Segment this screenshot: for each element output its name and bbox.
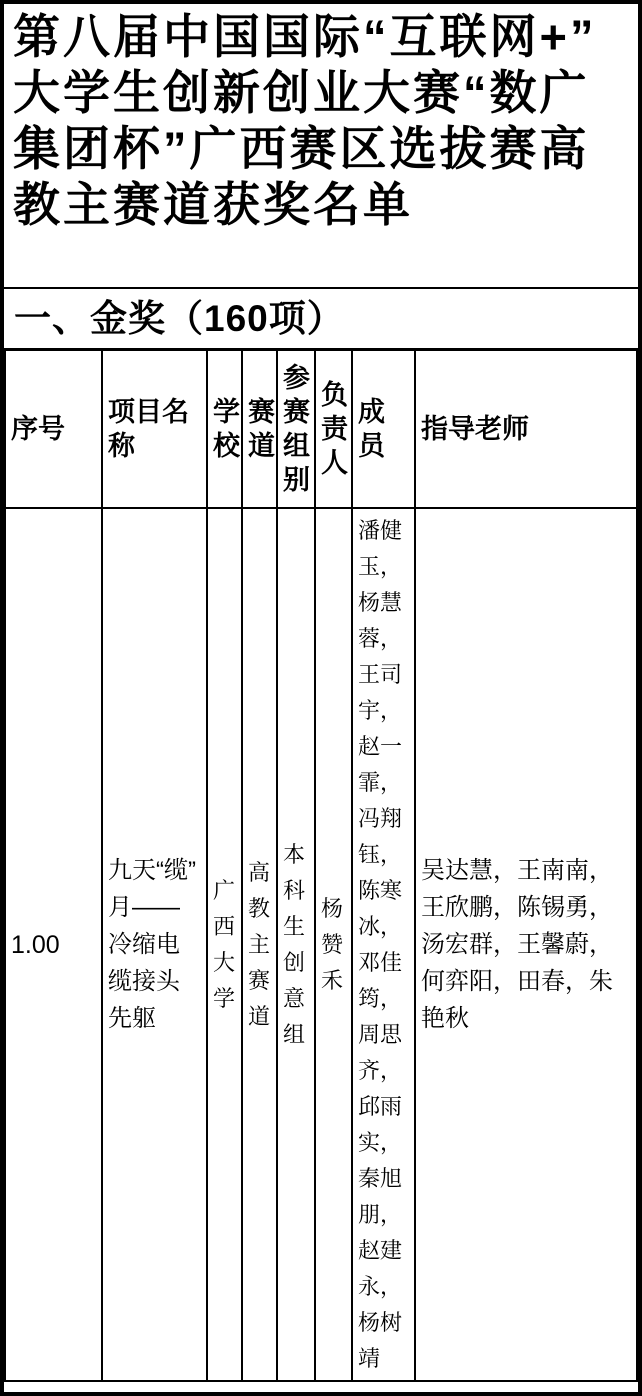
section-heading-gold-award: 一、金奖（160项） bbox=[4, 289, 638, 349]
cell-school: 广西大学 bbox=[207, 508, 242, 1381]
col-header-project: 项目名称 bbox=[102, 350, 207, 508]
col-header-members: 成员 bbox=[352, 350, 415, 508]
col-header-group: 参赛组别 bbox=[277, 350, 315, 508]
cell-track: 高教主赛道 bbox=[242, 508, 277, 1381]
awards-table bbox=[4, 349, 638, 1382]
col-header-school: 学校 bbox=[207, 350, 242, 508]
table-row bbox=[5, 508, 637, 1381]
col-header-track: 赛道 bbox=[242, 350, 277, 508]
header-row bbox=[5, 350, 637, 508]
document-title: 第八届中国国际“互联网+”大学生创新创业大赛“数广集团杯”广西赛区选拔赛高教主赛道获奖名单 bbox=[4, 4, 638, 289]
col-header-leader: 负责人 bbox=[315, 350, 352, 508]
col-header-no: 序号 bbox=[5, 350, 102, 508]
cell-project-name: 九天“缆”月——冷缩电缆接头先躯 bbox=[102, 508, 207, 1381]
col-header-teachers: 指导老师 bbox=[415, 350, 637, 508]
cell-members: 潘健玉，杨慧蓉，王司宇，赵一霏，冯翔钰，陈寒冰，邓佳筠，周思齐，邱雨实，秦旭朋，赵建永，杨树靖 bbox=[352, 508, 415, 1381]
cell-group: 本科生创意组 bbox=[277, 508, 315, 1381]
cell-leader: 杨赞禾 bbox=[315, 508, 352, 1381]
cell-serial-number: 1.00 bbox=[5, 508, 102, 1381]
cell-teachers: 吴达慧，王南南，王欣鹏，陈锡勇，汤宏群，王馨蔚，何弈阳，田春，朱艳秋 bbox=[415, 508, 637, 1381]
